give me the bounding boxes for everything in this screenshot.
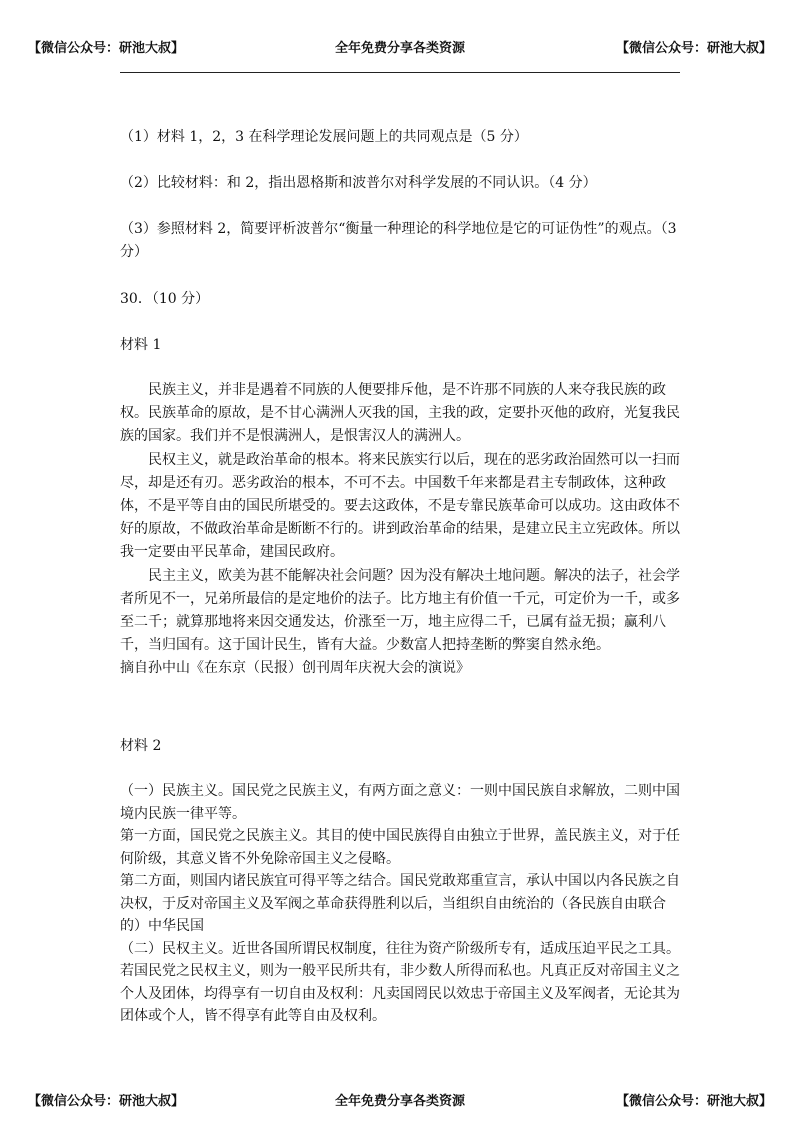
material-2-line: 第一方面，国民党之民族主义。其目的使中国民族得自由独立于世界，盖民族主义，对于任何阶级，其意义皆不外免除帝国主义之侵略。 [120, 828, 680, 867]
page-header [0, 37, 800, 59]
header-right-label: 【微信公众号：研池大叔】 [615, 41, 772, 56]
material-1-heading: 材料 1 [120, 337, 162, 353]
material-2-line: （二）民权主义。近世各国所谓民权制度，往往为资产阶级所专有，适成压迫平民之工具。若国民党之民权主义，则为一般平民所共有，非少数人所得而私也。凡真正反对帝国主义之个人及团体，均得享有一切自由及权利：凡卖国罔民以效忠于帝国主义及军阀者，无论其为团体或个人，皆不得享有此等自由及权利。 [120, 940, 680, 1024]
material-2-line: 第二方面，则国内诸民族宜可得平等之结合。国民党敢郑重宣言，承认中国以内各民族之自决权，于反对帝国主义及军阀之革命获得胜利以后，当组织自由统治的（各民族自由联合的）中华民国 [120, 873, 680, 934]
material-1-paragraph: 民族主义，并非是遇着不同族的人便要排斥他，是不许那不同族的人来夺我民族的政权。民族革命的原故，是不甘心满洲人灭我的国，主我的政，定要扑灭他的政府，光复我民族的国家。我们并不是恨满洲人，是恨害汉人的满洲人。 [120, 382, 680, 445]
footer-center-label: 全年免费分享各类资源 [334, 1094, 465, 1109]
material-1-paragraph: 民主主义，欧美为甚不能解决社会问题？因为没有解决土地问题。解决的法子，社会学者所见不一，兄弟所最信的是定地价的法子。比方地主有价值一千元，可定价为一千，或多至二千；就算那地将来因交通发达，价涨至一万，地主应得二千，已属有益无损；赢利八千，当归国有。这于国计民生，皆有大益。少数富人把持垄断的弊窦自然永绝。 [120, 567, 680, 654]
footer-right-label: 【微信公众号：研池大叔】 [615, 1094, 772, 1109]
material-1-body [120, 379, 680, 680]
material-2-body [120, 780, 680, 1028]
header-divider [120, 72, 680, 73]
question-1: （1）材料 1，2，3 在科学理论发展问题上的共同观点是（5 分） [120, 129, 528, 145]
question-3: （3）参照材料 2，简要评析波普尔“衡量一种理论的科学地位是它的可证伪性”的观点。（3 分） [120, 221, 677, 260]
question-30-heading: 30．（10 分） [120, 291, 210, 307]
header-left-label: 【微信公众号：研池大叔】 [28, 41, 185, 56]
page-footer [0, 1090, 800, 1112]
material-2-line: （一）民族主义。国民党之民族主义，有两方面之意义：一则中国民族自求解放，二则中国境内民族一律平等。 [120, 783, 680, 822]
material-1-paragraph: 民权主义，就是政治革命的根本。将来民族实行以后，现在的恶劣政治固然可以一扫而尽，却是还有刃。恶劣政治的根本，不可不去。中国数千年来都是君主专制政体，这种政体，不是平等自由的国民所堪受的。要去这政体，不是专靠民族革命可以成功。这由政体不好的原故，不做政治革命是断断不行的。讲到政治革命的结果，是建立民主立宪政体。所以我一定要由平民革命，建国民政府。 [120, 451, 680, 561]
material-1-source: 摘自孙中山《在东京（民报）创刊周年庆祝大会的演说》 [120, 660, 470, 677]
question-2: （2）比较材料：和 2，指出恩格斯和波普尔对科学发展的不同认识。（4 分） [120, 175, 597, 191]
material-2-heading: 材料 2 [120, 738, 162, 754]
header-center-label: 全年免费分享各类资源 [334, 41, 465, 56]
footer-left-label: 【微信公众号：研池大叔】 [28, 1094, 185, 1109]
